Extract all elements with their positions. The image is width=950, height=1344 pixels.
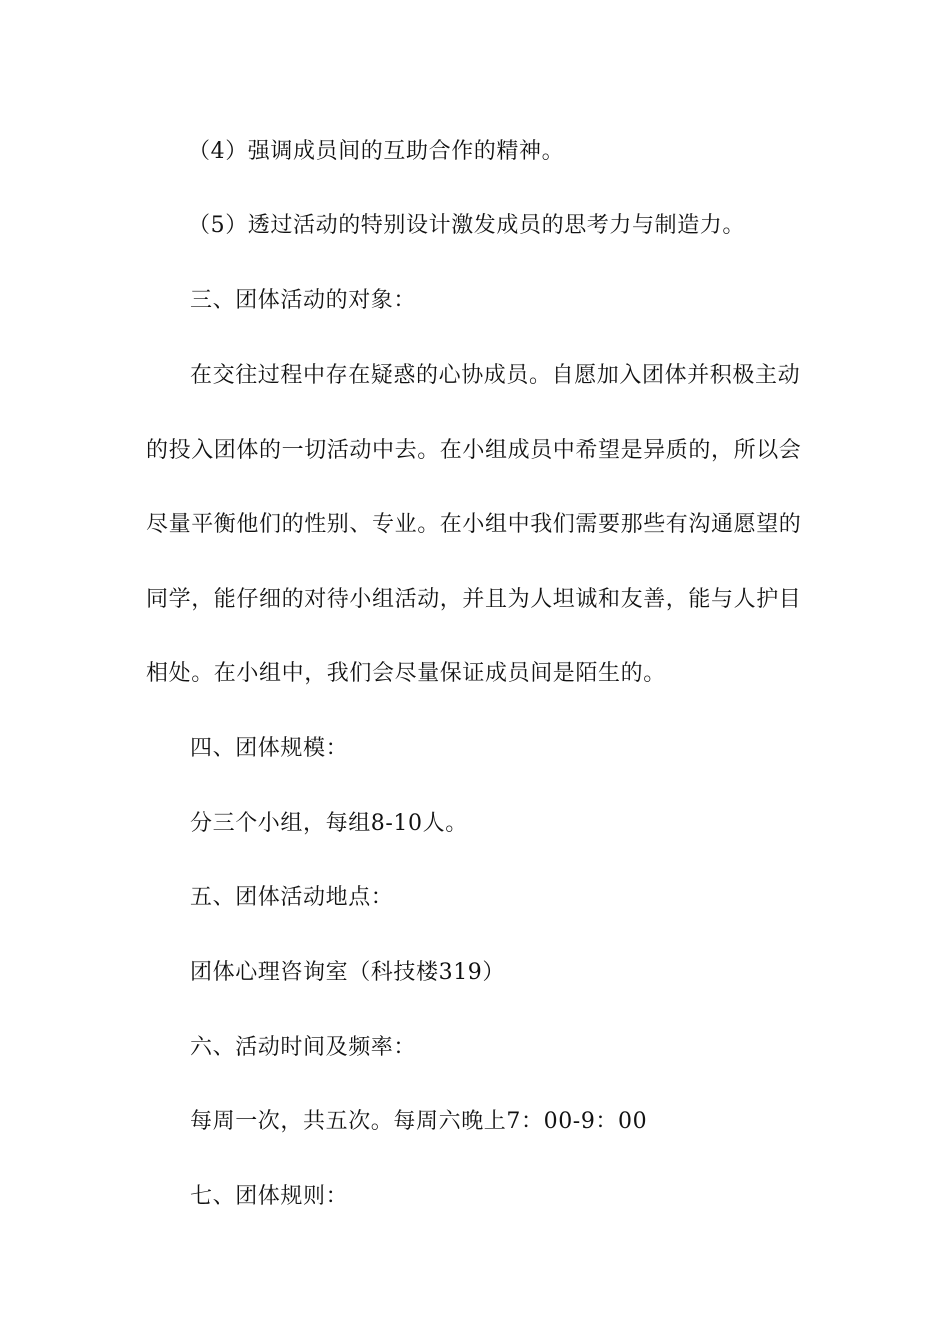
section-body-5: 团体心理咨询室（科技楼319） — [190, 960, 505, 985]
section-heading-4: 四、团体规模： — [190, 736, 349, 761]
paragraph-line: 尽量平衡他们的性别、专业。在小组中我们需要那些有沟通愿望的 — [146, 512, 802, 537]
paragraph-line: 相处。在小组中，我们会尽量保证成员间是陌生的。 — [146, 661, 666, 686]
section-heading-3: 三、团体活动的对象： — [190, 288, 417, 313]
paragraph-line: 在交往过程中存在疑惑的心协成员。自愿加入团体并积极主动 — [190, 363, 801, 388]
section-heading-7: 七、团体规则： — [190, 1184, 349, 1209]
section-body-6: 每周一次，共五次。每周六晚上7：00-9：00 — [190, 1109, 648, 1134]
objective-item-4: （4）强调成员间的互助合作的精神。 — [188, 139, 565, 164]
section-heading-6: 六、活动时间及频率： — [190, 1035, 417, 1060]
objective-item-5: （5）透过活动的特别设计激发成员的思考力与制造力。 — [188, 213, 745, 238]
paragraph-line: 的投入团体的一切活动中去。在小组成员中希望是异质的，所以会 — [146, 438, 802, 463]
section-body-4: 分三个小组，每组8-10人。 — [190, 811, 468, 836]
section-heading-5: 五、团体活动地点： — [190, 885, 394, 910]
paragraph-line: 同学，能仔细的对待小组活动，并且为人坦诚和友善，能与人护目 — [146, 587, 802, 612]
